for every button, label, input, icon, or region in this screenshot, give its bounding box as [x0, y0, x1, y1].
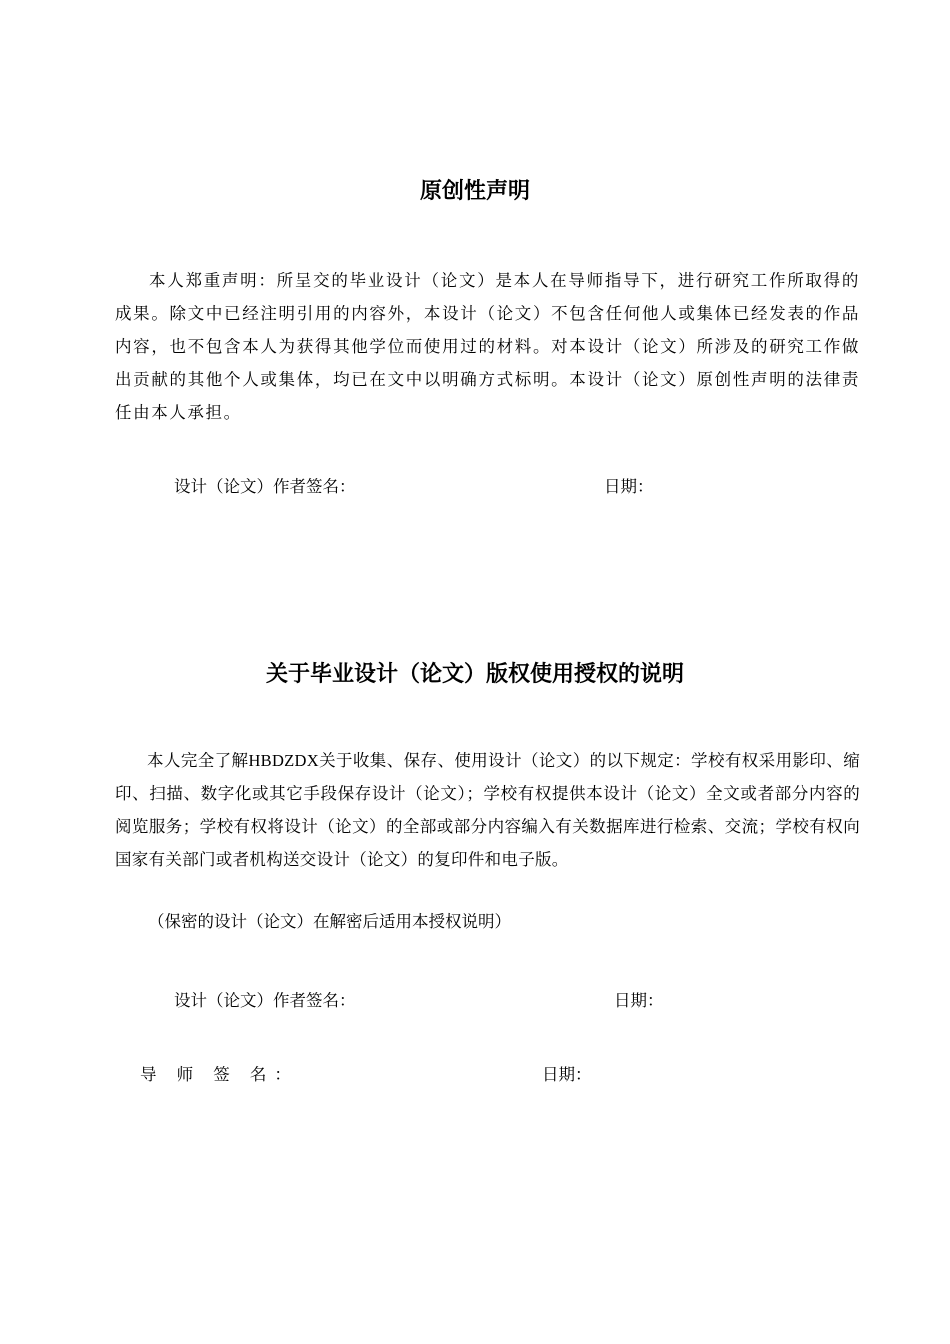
copyright-statement: 本人完全了解HBDZDX关于收集、保存、使用设计（论文）的以下规定：学校有权采用影印、缩印、扫描、数字化或其它手段保存设计（论文）；学校有权提供本设计（论文）全文或者部分内容的阅览服务；学校有权将设计（论文）的全部或部分内容编入有关数据库进行检索、交流；学校有权向国家有关部门或者机构送交设计（论文）的复印件和电子版。 [115, 751, 860, 869]
advisor-date-label: 日期： [542, 1065, 592, 1084]
originality-title: 原创性声明 [419, 178, 530, 203]
copyright-author-signature-label: 设计（论文）作者签名： [174, 991, 356, 1010]
originality-statement: 本人郑重声明：所呈交的毕业设计（论文）是本人在导师指导下，进行研究工作所取得的成果。除文中已经注明引用的内容外，本设计（论文）不包含任何他人或集体已经发表的作品内容，也不包含本人为获得其他学位而使用过的材料。对本设计（论文）所涉及的研究工作做出贡献的其他个人或集体，均已在文中以明确方式标明。本设计（论文）原创性声明的法律责任由本人承担。 [115, 271, 860, 422]
copyright-author-date-label: 日期： [614, 991, 664, 1010]
originality-date-label: 日期： [604, 477, 654, 496]
advisor-signature-label: 导 师 签 名： [140, 1065, 299, 1084]
copyright-title: 关于毕业设计（论文）版权使用授权的说明 [265, 661, 684, 686]
copyright-confidential-note: （保密的设计（论文）在解密后适用本授权说明） [148, 912, 511, 931]
originality-author-signature-label: 设计（论文）作者签名： [174, 477, 356, 496]
